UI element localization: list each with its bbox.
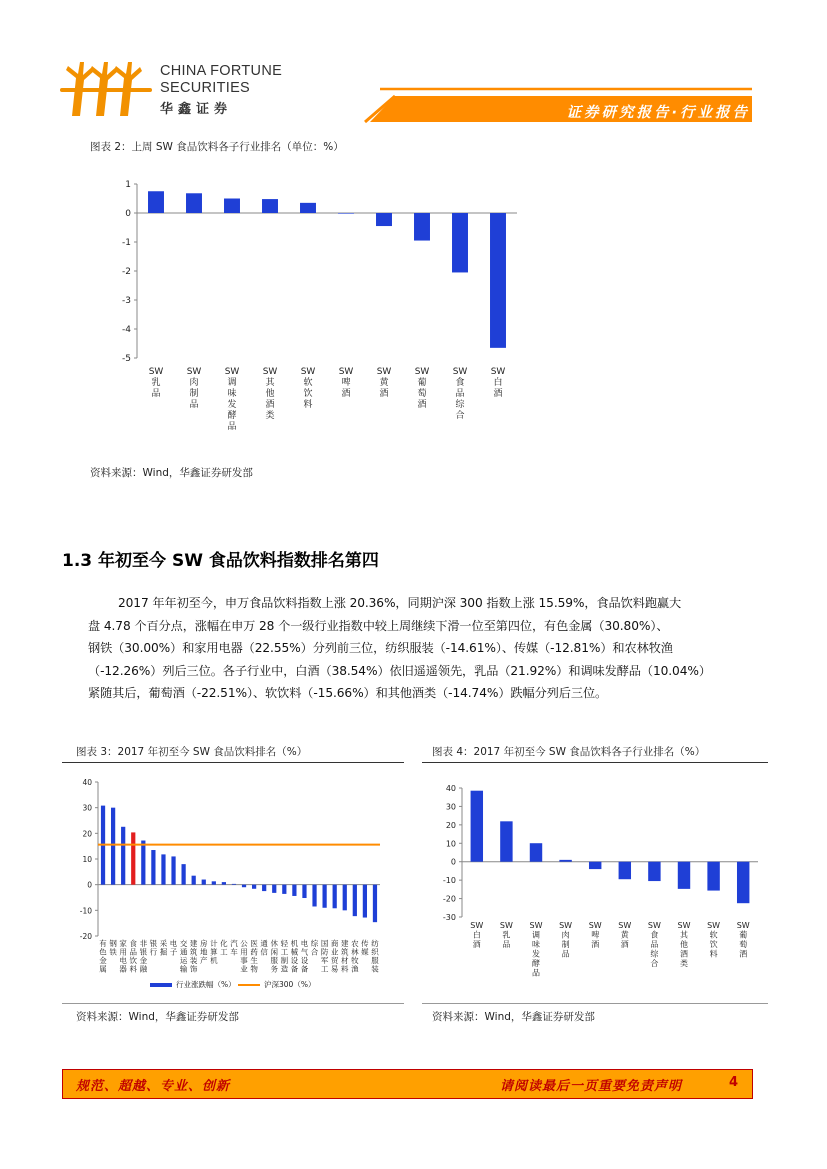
category-label: 农林牧渔 [351, 939, 359, 974]
y-tick-label: -3 [122, 296, 131, 306]
category-label: 纺织服装 [371, 939, 379, 974]
bar-家用电器 [121, 827, 125, 885]
y-tick-label: 30 [445, 802, 456, 812]
paragraph-line-5: 紧随其后，葡萄酒（-22.51%）、软饮料（-15.66%）和其他酒类（-14.74%）跌幅分列后三位。 [88, 686, 608, 700]
category-label: 机械设备 [290, 939, 299, 974]
bar-商业贸易 [333, 885, 337, 909]
bar-SW黄酒 [619, 862, 631, 880]
category-label: 建筑装饰 [189, 939, 198, 974]
bar-电子 [171, 856, 175, 884]
y-tick-label: 40 [82, 778, 92, 787]
bar-化工 [222, 882, 226, 885]
footer-disclaimer: 请阅读最后一页重要免责声明 [500, 1079, 683, 1094]
y-tick-label: 0 [450, 857, 456, 867]
bar-轻工制造 [282, 885, 286, 894]
bar-建筑装饰 [192, 876, 196, 885]
bar-SW乳品 [148, 191, 164, 213]
y-tick-label: -10 [79, 906, 92, 916]
category-label: SW 乳品 [499, 921, 513, 949]
bar-公用事业 [242, 885, 246, 888]
figure4-title: 图表 4：2017 年初至今 SW 食品饮料各子行业排名（%） [432, 746, 706, 758]
y-tick-label: -4 [122, 325, 131, 335]
legend-line-label: 沪深300（%） [264, 980, 316, 989]
category-label: SW 白酒 [470, 921, 484, 949]
category-label: 电子 [169, 939, 178, 957]
bar-国防军工 [322, 885, 326, 908]
legend-bar-label: 行业涨跌幅（%） [176, 980, 236, 989]
bar-SW黄酒 [376, 213, 392, 226]
category-label: SW 黄酒 [618, 921, 632, 949]
category-label: 医药生物 [250, 939, 258, 974]
figure4-bar-chart [422, 770, 768, 996]
y-tick-label: 10 [82, 855, 92, 864]
category-label: 综合 [310, 939, 319, 957]
bar-房地产 [202, 880, 206, 885]
bar-休闲服务 [272, 885, 276, 893]
figure2-source: 资料来源：Wind，华鑫证券研发部 [90, 467, 253, 479]
category-label: 钢铁 [109, 939, 117, 957]
paragraph-line-1: 2017 年年初至今，申万食品饮料指数上涨 20.36%，同期沪深 300 指数上涨 15.59%，食品饮料跑赢大 [118, 596, 682, 610]
bar-SW啤酒 [589, 862, 601, 869]
category-label: SW 啤酒 [588, 921, 602, 949]
category-label: SW 调味发酵品 [224, 367, 240, 432]
bar-医药生物 [252, 885, 256, 889]
category-label: SW 软饮料 [707, 921, 721, 959]
category-label: SW 黄酒 [376, 367, 392, 399]
bar-SW食品综合 [452, 213, 468, 272]
figure3-source: 资料来源：Wind，华鑫证券研发部 [76, 1011, 239, 1023]
bar-银行 [151, 850, 155, 885]
bar-SW啤酒 [338, 213, 354, 214]
paragraph-line-4: （-12.26%）列后三位。各子行业中，白酒（38.54%）依旧遥遥领先，乳品（21.92%）和调味发酵品（10.04%） [88, 663, 711, 678]
bar-汽车 [232, 884, 236, 885]
bar-SW肉制品 [559, 860, 571, 862]
y-tick-label: -5 [122, 354, 131, 364]
figure3-title: 图表 3：2017 年初至今 SW 食品饮料排名（%） [76, 746, 308, 758]
figure2-bar-chart [90, 168, 530, 448]
category-label: 通信 [260, 939, 268, 957]
y-tick-label: 10 [445, 839, 456, 849]
company-logo-icon [58, 58, 158, 118]
category-label: 银行 [149, 939, 158, 957]
category-label: 非银金融 [139, 939, 148, 974]
bar-通信 [262, 885, 266, 891]
category-label: 房地产 [200, 939, 208, 965]
category-label: 汽车 [230, 939, 238, 957]
category-label: SW 食品综合 [452, 367, 468, 421]
paragraph-line-3: 钢铁（30.00%）和家用电器（22.55%）分列前三位，纺织服装（-14.61%）、传媒（-12.81%）和农林牧渔 [88, 641, 673, 655]
bar-非银金融 [141, 841, 145, 885]
category-label: SW 葡萄酒 [736, 921, 750, 959]
bar-交通运输 [181, 864, 185, 885]
bar-SW调味发酵品 [530, 843, 542, 862]
paragraph-line-2: 盘 4.78 个百分点，涨幅在申万 28 个一级行业指数中较上周继续下滑一位至第四位，有色金属（30.80%）、 [88, 618, 669, 633]
bar-SW白酒 [490, 213, 506, 348]
legend-bar-swatch [150, 983, 172, 987]
bar-农林牧渔 [353, 885, 357, 916]
bar-钢铁 [111, 808, 115, 885]
bar-综合 [312, 885, 316, 907]
category-label: SW 其他酒类 [262, 367, 278, 421]
bar-SW葡萄酒 [414, 213, 430, 241]
figure2-title: 图表 2：上周 SW 食品饮料各子行业排名（单位：%） [90, 141, 344, 153]
category-label: SW 食品综合 [647, 921, 661, 968]
bar-SW乳品 [500, 821, 512, 861]
category-label: SW 葡萄酒 [414, 367, 430, 410]
bar-SW调味发酵品 [224, 199, 240, 214]
section-heading: 1.3 年初至今 SW 食品饮料指数排名第四 [62, 551, 379, 571]
category-label: SW 其他酒类 [677, 921, 691, 968]
bar-计算机 [212, 881, 216, 884]
y-tick-label: -20 [79, 932, 92, 941]
y-tick-label: 20 [445, 820, 456, 830]
category-label: 交通运输 [179, 939, 188, 974]
category-label: 食品饮料 [129, 939, 137, 974]
category-label: SW 肉制品 [559, 921, 573, 959]
bar-机械设备 [292, 885, 296, 896]
category-label: 化工 [220, 939, 228, 957]
figure3-bar-chart [62, 770, 404, 996]
y-tick-label: 20 [82, 829, 92, 839]
category-label: 有色金属 [99, 939, 107, 974]
category-label: SW 肉制品 [186, 367, 202, 410]
section-paragraph [88, 592, 768, 705]
category-label: SW 乳品 [148, 367, 164, 399]
bar-传媒 [363, 885, 367, 918]
brand-name-english-line1: CHINA FORTUNE [160, 63, 283, 79]
bar-SW其他酒类 [262, 199, 278, 213]
bar-SW白酒 [471, 791, 483, 862]
bar-SW软饮料 [300, 203, 316, 213]
category-label: 计算机 [210, 939, 218, 965]
category-label: SW 软饮料 [300, 367, 316, 410]
category-label: SW 白酒 [490, 367, 506, 399]
y-tick-label: 0 [87, 880, 92, 890]
category-label: 传媒 [361, 939, 369, 957]
bar-SW葡萄酒 [737, 862, 749, 903]
bar-SW软饮料 [707, 862, 719, 891]
bar-SW其他酒类 [678, 862, 690, 889]
footer-slogan: 规范、超越、专业、创新 [76, 1079, 231, 1094]
y-tick-label: 40 [445, 784, 456, 793]
category-label: 国防军工 [320, 939, 329, 974]
category-label: 采掘 [159, 939, 168, 957]
y-tick-label: -30 [442, 913, 456, 922]
bar-电气设备 [302, 885, 306, 898]
y-tick-label: -2 [122, 267, 131, 277]
bar-采掘 [161, 854, 165, 884]
bar-食品饮料 [131, 832, 135, 884]
category-label: 建筑材料 [341, 939, 349, 974]
page-number: 4 [729, 1075, 739, 1090]
category-label: 家用电器 [119, 939, 127, 974]
bar-建筑材料 [343, 885, 347, 911]
brand-name-english-line2: SECURITIES [160, 80, 251, 96]
bar-纺织服装 [373, 885, 377, 922]
bar-SW肉制品 [186, 193, 202, 213]
category-label: 休闲服务 [270, 939, 278, 974]
category-label: 轻工制造 [280, 939, 289, 974]
category-label: 公用事业 [240, 939, 248, 974]
category-label: 商业贸易 [330, 939, 339, 974]
category-label: SW 啤酒 [338, 367, 354, 399]
y-tick-label: -1 [122, 238, 131, 248]
y-tick-label: 30 [82, 803, 92, 813]
figure4-source: 资料来源：Wind，华鑫证券研发部 [432, 1011, 595, 1023]
y-tick-label: 1 [125, 180, 131, 190]
y-tick-label: -20 [442, 894, 456, 904]
category-label: SW 调味发酵品 [529, 921, 543, 978]
category-label: 电气设备 [300, 939, 309, 974]
brand-name-chinese: 华鑫证券 [160, 101, 233, 116]
report-type-tag: 证券研究报告·行业报告 [566, 105, 750, 121]
y-tick-label: 0 [125, 209, 131, 219]
bar-SW食品综合 [648, 862, 660, 881]
y-tick-label: -10 [442, 876, 456, 886]
